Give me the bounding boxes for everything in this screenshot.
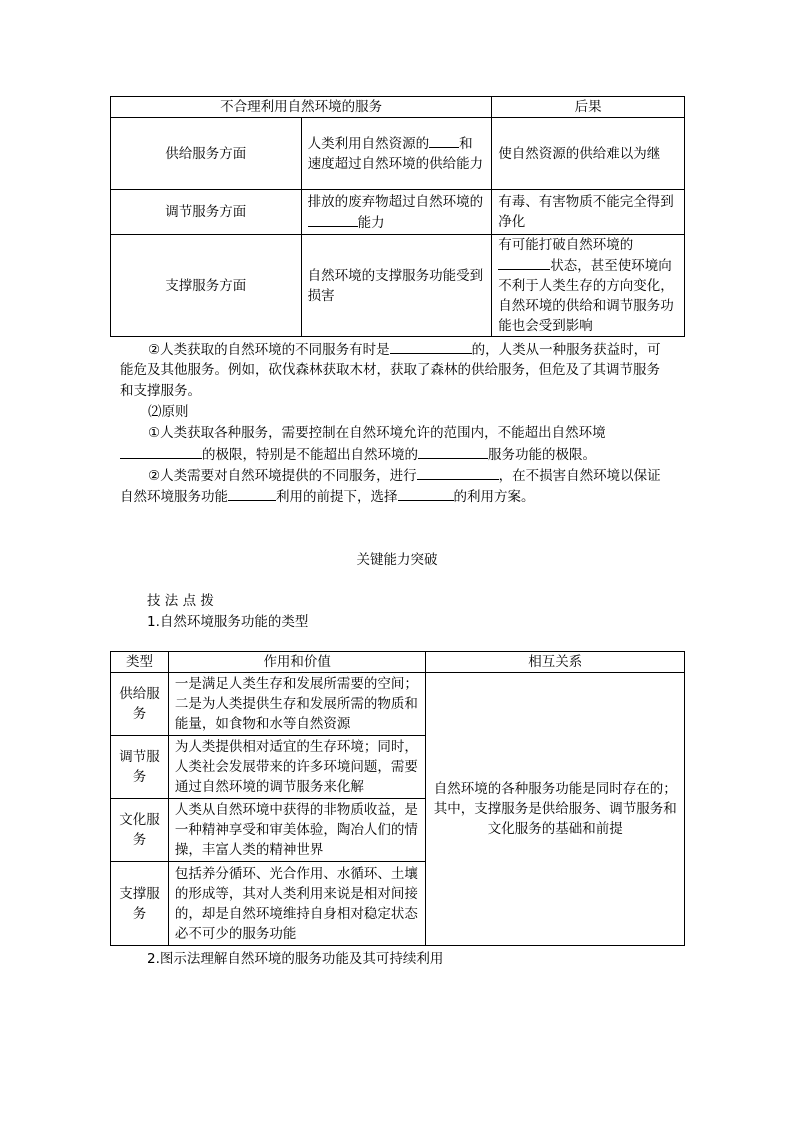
table2-value-cell: 包括养分循环、光合作用、水循环、土壤的形成等，其对人类利用来说是相对间接的，却是自然环境维持自身相对稳定状态必不可少的服务功能 <box>168 862 426 946</box>
paragraph-line <box>148 465 708 487</box>
behavior-text: 和速度超过自然环境的供给能力 <box>307 136 484 172</box>
paragraph-line <box>148 339 708 361</box>
fill-blank <box>418 444 488 459</box>
table1-consequence-cell <box>492 235 685 337</box>
fill-blank <box>120 444 202 459</box>
text: 的极限，特别是不能超出自然环境的 <box>202 447 418 463</box>
table1-consequence-cell: 使自然资源的供给难以为继 <box>492 118 685 190</box>
table2-header-relation: 相互关系 <box>426 652 685 673</box>
consequence-table <box>110 96 685 337</box>
table2-type-cell: 支撑服务 <box>111 862 169 946</box>
text: 自然环境服务功能 <box>120 489 228 505</box>
table2-value-cell: 人类从自然环境中获得的非物质收益，是一种精神享受和审美体验，陶冶人们的情操，丰富人类的精神世界 <box>168 799 426 862</box>
table1-consequence-cell: 有毒、有害物质不能完全得到净化 <box>492 190 685 235</box>
table2-header-type: 类型 <box>111 652 169 673</box>
behavior-text: 能力 <box>357 214 385 231</box>
paragraph-line <box>120 486 680 508</box>
table1-service-cell: 支撑服务方面 <box>111 235 302 337</box>
paragraph-line: ①人类获取各种服务，需要控制在自然环境允许的范围内，不能超出自然环境 <box>148 425 606 441</box>
fill-blank <box>398 486 454 501</box>
item-heading: 1.自然环境服务功能的类型 <box>147 614 309 630</box>
fill-blank <box>228 486 276 501</box>
table1-behavior-cell <box>301 118 492 190</box>
table1-header-service: 不合理利用自然环境的服务 <box>111 97 492 118</box>
text: ②人类需要对自然环境提供的不同服务，进行 <box>148 468 417 484</box>
fill-blank <box>390 339 472 354</box>
consequence-text: 状态，甚至使环境向不利于人类生存的方向变化，自然环境的供给和调节服务功能也会受到影响 <box>498 258 674 334</box>
text: ②人类获取的自然环境的不同服务有时是 <box>148 342 390 358</box>
item-heading: 2.图示法理解自然环境的服务功能及其可持续利用 <box>147 951 444 967</box>
paragraph-line: 能危及其他服务。例如，砍伐森林获取木材，获取了森林的供给服务，但危及了其调节服务 <box>120 362 660 378</box>
paragraph-line: ⑵原则 <box>148 404 189 420</box>
table2-header-value: 作用和价值 <box>168 652 426 673</box>
fill-blank <box>308 212 358 227</box>
fill-blank <box>429 133 459 148</box>
table2-type-cell: 调节服务 <box>111 736 169 799</box>
table1-header-consequence: 后果 <box>492 97 685 118</box>
consequence-text: 有可能打破自然环境的 <box>498 237 634 253</box>
text: 的利用方案。 <box>453 489 535 505</box>
fill-blank <box>498 255 550 270</box>
section-title: 关键能力突破 <box>356 552 438 568</box>
text: 服务功能的极限。 <box>488 447 596 463</box>
table1-behavior-cell <box>301 190 492 235</box>
table2-type-cell: 供给服务 <box>111 673 169 736</box>
paragraph-line <box>120 444 680 466</box>
table1-service-cell: 供给服务方面 <box>111 118 302 190</box>
subheading: 技 法 点 拨 <box>147 593 214 609</box>
table2-value-cell: 一是满足人类生存和发展所需要的空间；二是为人类提供生存和发展所需的物质和能量，如食物和水等自然资源 <box>168 673 426 736</box>
table1-service-cell: 调节服务方面 <box>111 190 302 235</box>
text: 利用的前提下，选择 <box>276 489 398 505</box>
text: 的，人类从一种服务获益时，可 <box>471 342 661 358</box>
text: ，在不损害自然环境以保证 <box>498 468 661 484</box>
table2-value-cell: 为人类提供相对适宜的生存环境；同时，人类社会发展带来的许多环境问题，需要通过自然环境的调节服务来化解 <box>168 736 426 799</box>
behavior-text: 人类利用自然资源的 <box>307 136 430 152</box>
service-types-table <box>110 651 685 946</box>
table2-relation-cell: 自然环境的各种服务功能是同时存在的；其中，支撑服务是供给服务、调节服务和文化服务的基础和前提 <box>426 673 685 946</box>
behavior-text: 排放的废弃物超过自然环境的 <box>307 193 484 210</box>
fill-blank <box>417 465 499 480</box>
paragraph-line: 和支撑服务。 <box>120 383 201 399</box>
table2-type-cell: 文化服务 <box>111 799 169 862</box>
table1-behavior-cell: 自然环境的支撑服务功能受到损害 <box>301 235 492 337</box>
